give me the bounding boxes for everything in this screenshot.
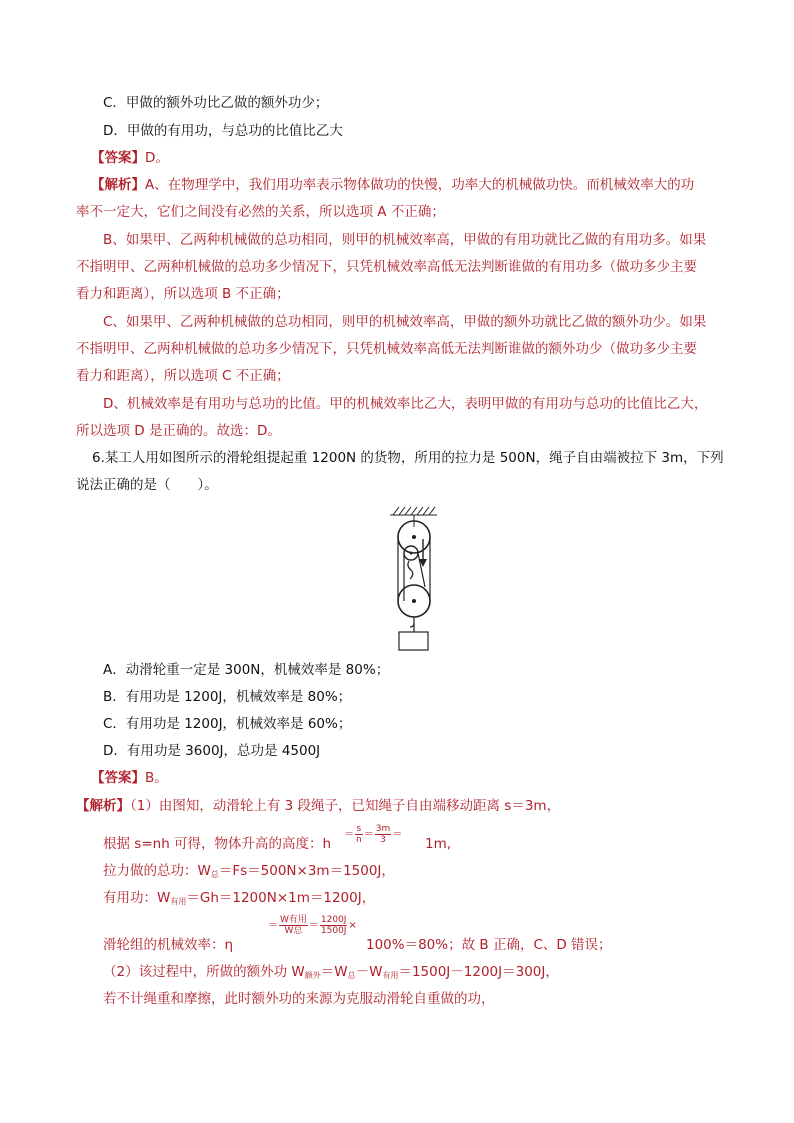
- analysis-line-d1: D、机械效率是有用功与总功的比值。甲的机械效率比乙大，表明甲做的有用功与总功的比值比乙大，: [103, 396, 708, 412]
- efficiency-result: 100%＝80%；故 B 正确，C、D 错误；: [366, 937, 612, 953]
- analysis-line-a2: 率不一定大，它们之间没有必然的关系，所以选项 A 不正确；: [76, 204, 445, 220]
- analysis-line-a1: [91, 175, 694, 195]
- analysis-step-3: [103, 861, 395, 885]
- analysis-line-b2: 不指明甲、乙两种机械做的总功多少情况下，只凭机械效率高低无法判断谁做的有用功多（做功多少主要: [76, 259, 697, 275]
- answer-line-prev: [91, 148, 169, 168]
- answer-value: B。: [145, 770, 168, 786]
- frac-w-useful: W有用: [280, 915, 307, 925]
- analysis-step-4: [103, 888, 375, 912]
- step-6-mid1: ＝W: [320, 964, 348, 980]
- option-c: C．有用功是 1200J，机械效率是 60%；: [103, 716, 352, 732]
- analysis-label: 【解析】: [91, 177, 145, 193]
- answer-line: [91, 768, 168, 788]
- option-d-prev: D．甲做的有用功，与总功的比值比乙大: [103, 123, 343, 139]
- analysis-step-1: [76, 796, 560, 816]
- height-result: 1m,: [425, 836, 452, 852]
- analysis-line-b3: 看力和距离），所以选项 B 不正确；: [76, 286, 290, 302]
- sub-total-2: 总: [347, 971, 356, 980]
- step-3-post: ＝Fs＝500N×3m＝1500J，: [218, 863, 395, 879]
- frac-3m: 3m: [375, 824, 391, 834]
- analysis-label: 【解析】: [76, 798, 130, 814]
- answer-label: 【答案】: [91, 150, 145, 166]
- answer-value: D。: [145, 150, 169, 166]
- option-d: D．有用功是 3600J，总功是 4500J: [103, 743, 321, 759]
- analysis-step-5: [103, 935, 233, 955]
- height-formula: ＝ $\frac{s}{n}$ ＝ $\frac{3m}{3}$ ＝: [344, 824, 403, 845]
- sub-extra: 额外: [304, 971, 321, 980]
- step-6-pre: （2）该过程中，所做的额外功 W: [103, 964, 305, 980]
- pulley-diagram: [385, 503, 445, 653]
- efficiency-formula: ＝ $\frac{\text{W有用}}{\text{W总}}$ ＝ $\frac{1200J}{1500J}$ ×: [268, 915, 357, 936]
- step-3-pre: 拉力做的总功：W: [103, 863, 211, 879]
- option-b: B．有用功是 1200J，机械效率是 80%；: [103, 689, 352, 705]
- frac-1500j: 1500J: [320, 926, 347, 936]
- answer-label: 【答案】: [91, 770, 145, 786]
- sub-total: 总: [210, 870, 219, 879]
- analysis-line-c1: C、如果甲、乙两种机械做的总功相同，则甲的机械效率高，甲做的额外功就比乙做的额外功少。如果: [103, 314, 707, 330]
- frac-n: n: [356, 835, 362, 845]
- step-4-post: ＝Gh＝1200N×1m＝1200J，: [186, 890, 376, 906]
- step-6-mid2: －W: [355, 964, 383, 980]
- analysis-step-2: [103, 834, 331, 854]
- analysis-step-1-text: （1）由图知，动滑轮上有 3 段绳子，已知绳子自由端移动距离 s＝3m，: [130, 798, 561, 814]
- frac-1200j: 1200J: [320, 915, 347, 925]
- sub-useful-2: 有用: [382, 971, 399, 980]
- sub-useful: 有用: [170, 897, 187, 906]
- frac-s: s: [356, 824, 362, 834]
- analysis-step-7: 若不计绳重和摩擦，此时额外功的来源为克服动滑轮自重做的功，: [103, 991, 495, 1007]
- analysis-text: A、在物理学中，我们用功率表示物体做功的快慢，功率大的机械做功快。而机械效率大的功: [145, 177, 695, 193]
- step-2-text: 根据 s=nh 可得，物体升高的高度：h: [103, 836, 332, 852]
- analysis-line-c3: 看力和距离），所以选项 C 不正确；: [76, 368, 290, 384]
- question-6-stem-1: 6.某工人用如图所示的滑轮组提起重 1200N 的货物，所用的拉力是 500N，绳子自由端被拉下 3m，下列: [92, 450, 724, 466]
- option-a: A．动滑轮重一定是 300N，机械效率是 80%；: [103, 662, 390, 678]
- analysis-step-6: [103, 962, 559, 986]
- option-c-prev: C．甲做的额外功比乙做的额外功少；: [103, 95, 329, 111]
- frac-w-total: W总: [284, 926, 303, 936]
- step-4-pre: 有用功：W: [103, 890, 171, 906]
- analysis-line-d2: 所以选项 D 是正确的。故选：D。: [76, 423, 281, 439]
- step-6-post: ＝1500J－1200J＝300J，: [398, 964, 559, 980]
- step-5-pre: 滑轮组的机械效率：η: [103, 937, 234, 953]
- frac-3: 3: [380, 835, 386, 845]
- question-6-stem-2: 说法正确的是（ ）。: [76, 477, 218, 493]
- analysis-line-c2: 不指明甲、乙两种机械做的总功多少情况下，只凭机械效率高低无法判断谁做的额外功少（做功多少主要: [76, 341, 697, 357]
- analysis-line-b1: B、如果甲、乙两种机械做的总功相同，则甲的机械效率高，甲做的有用功就比乙做的有用功多。如果: [103, 232, 707, 248]
